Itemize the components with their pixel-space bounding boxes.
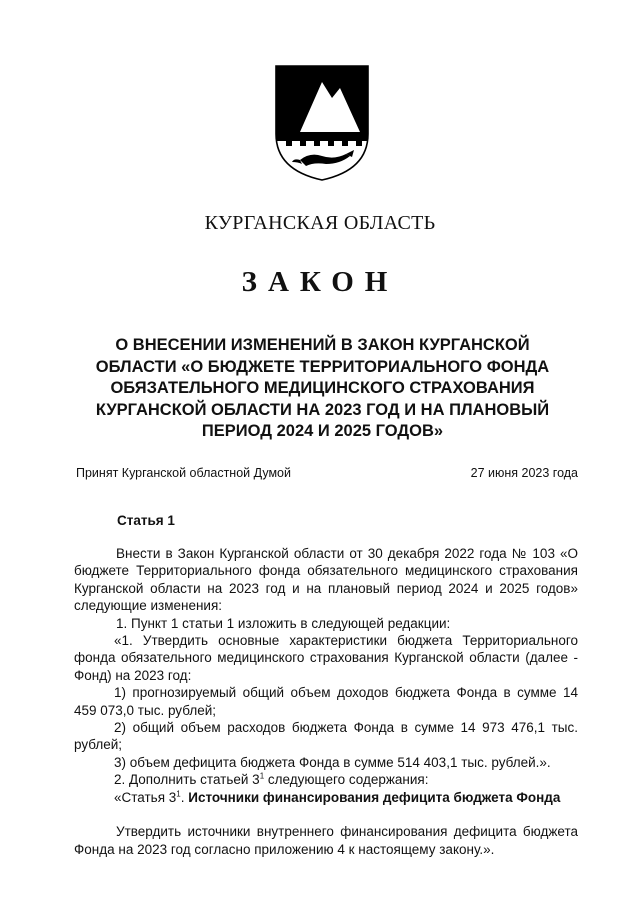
adopted-by: Принят Курганской областной Думой xyxy=(76,466,291,480)
subitem-2: 2) общий объем расходов бюджета Фонда в сумме 14 973 476,1 тыс. рублей; xyxy=(74,720,578,753)
new-article-sep: . xyxy=(180,789,189,805)
item-2 xyxy=(74,771,578,788)
subitem-1: 1) прогнозируемый общий объем доходов бюджета Фонда в сумме 14 459 073,0 тыс. рублей; xyxy=(74,685,578,718)
coat-of-arms-icon xyxy=(270,62,374,184)
law-title: О ВНЕСЕНИИ ИЗМЕНЕНИЙ В ЗАКОН КУРГАНСКОЙ ОБЛАСТИ «О БЮДЖЕТЕ ТЕРРИТОРИАЛЬНОГО ФОНДА ОБЯЗАТЕЛЬНОГО МЕДИЦИНСКОГО СТРАХОВАНИЯ КУРГАНСКОЙ ОБЛАСТИ НА 2023 ГОД И НА ПЛАНОВЫЙ ПЕРИОД 2024 И 2025 ГОДОВ» xyxy=(95,336,550,440)
adoption-date: 27 июня 2023 года xyxy=(470,466,578,480)
document-type: ЗАКОН xyxy=(241,266,399,298)
subitem-3: 3) объем дефицита бюджета Фонда в сумме 514 403,1 тыс. рублей.». xyxy=(114,754,551,770)
item-1: 1. Пункт 1 статьи 1 изложить в следующей редакции: xyxy=(116,615,451,631)
item-2-sup: 1 xyxy=(259,771,265,781)
article-heading: Статья 1 xyxy=(117,513,175,528)
item-2-tail: следующего содержания: xyxy=(264,772,429,788)
region-name: КУРГАНСКАЯ ОБЛАСТЬ xyxy=(204,212,436,234)
quoted-item-1: «1. Утвердить основные характеристики бюджета Территориального фонда обязательного медицинского страхования Курганской области (далее - Фонд) на 2023 год: xyxy=(74,633,578,683)
final-paragraph: Утвердить источники внутреннего финансирования дефицита бюджета Фонда на 2023 год согласно приложению 4 к настоящему закону.». xyxy=(74,824,578,857)
new-article-sup: 1 xyxy=(176,789,181,799)
new-article-title: Источники финансирования дефицита бюджета Фонда xyxy=(188,789,561,805)
new-article-label: «Статья 3 xyxy=(114,789,177,805)
intro-paragraph: Внести в Закон Курганской области от 30 декабря 2022 года № 103 «О бюджете Территориального фонда обязательного медицинского страхования Курганской области на 2023 год и на плановый период 2024 и 2025 годов» следующие изменения: xyxy=(74,546,578,614)
article-body xyxy=(74,545,578,858)
new-article-heading xyxy=(74,789,578,806)
item-2-text: 2. Дополнить статьей 3 xyxy=(114,772,260,788)
